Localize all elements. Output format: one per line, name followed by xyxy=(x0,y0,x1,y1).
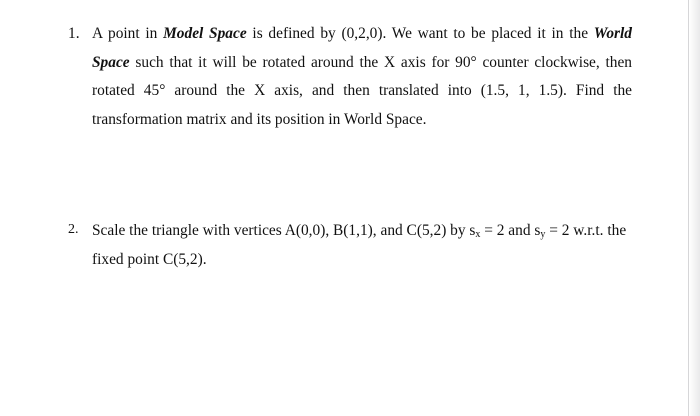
question-2 xyxy=(0,216,640,274)
text-segment: = 2 and s xyxy=(480,222,541,239)
text-segment: such that it will be rotated around the X axis for 90° counter clockwise, then rotated 45° around the X axis, and then translated into (1.5, 1, 1.5). Find the transformation matrix and its position in World Space. xyxy=(92,53,632,128)
text-segment: is defined by (0,2,0). We want to be placed it in the xyxy=(246,25,594,42)
question-number: 1. xyxy=(68,25,80,42)
text-segment: A point in xyxy=(92,25,164,42)
emphasis-world-space: World Space xyxy=(92,25,632,71)
question-number: 2. xyxy=(68,222,79,237)
question-text xyxy=(92,20,632,134)
subscript-y: y xyxy=(540,229,546,240)
text-segment: = 2 w.r.t. the fixed point C(5,2). xyxy=(92,222,627,268)
emphasis-model-space: Model Space xyxy=(163,25,247,42)
question-text xyxy=(92,216,632,274)
question-1 xyxy=(0,20,640,134)
text-segment: Scale the triangle with vertices A(0,0), B(1,1), and C(5,2) by s xyxy=(92,222,476,239)
subscript-x: x xyxy=(475,229,481,240)
page-edge xyxy=(688,0,700,416)
